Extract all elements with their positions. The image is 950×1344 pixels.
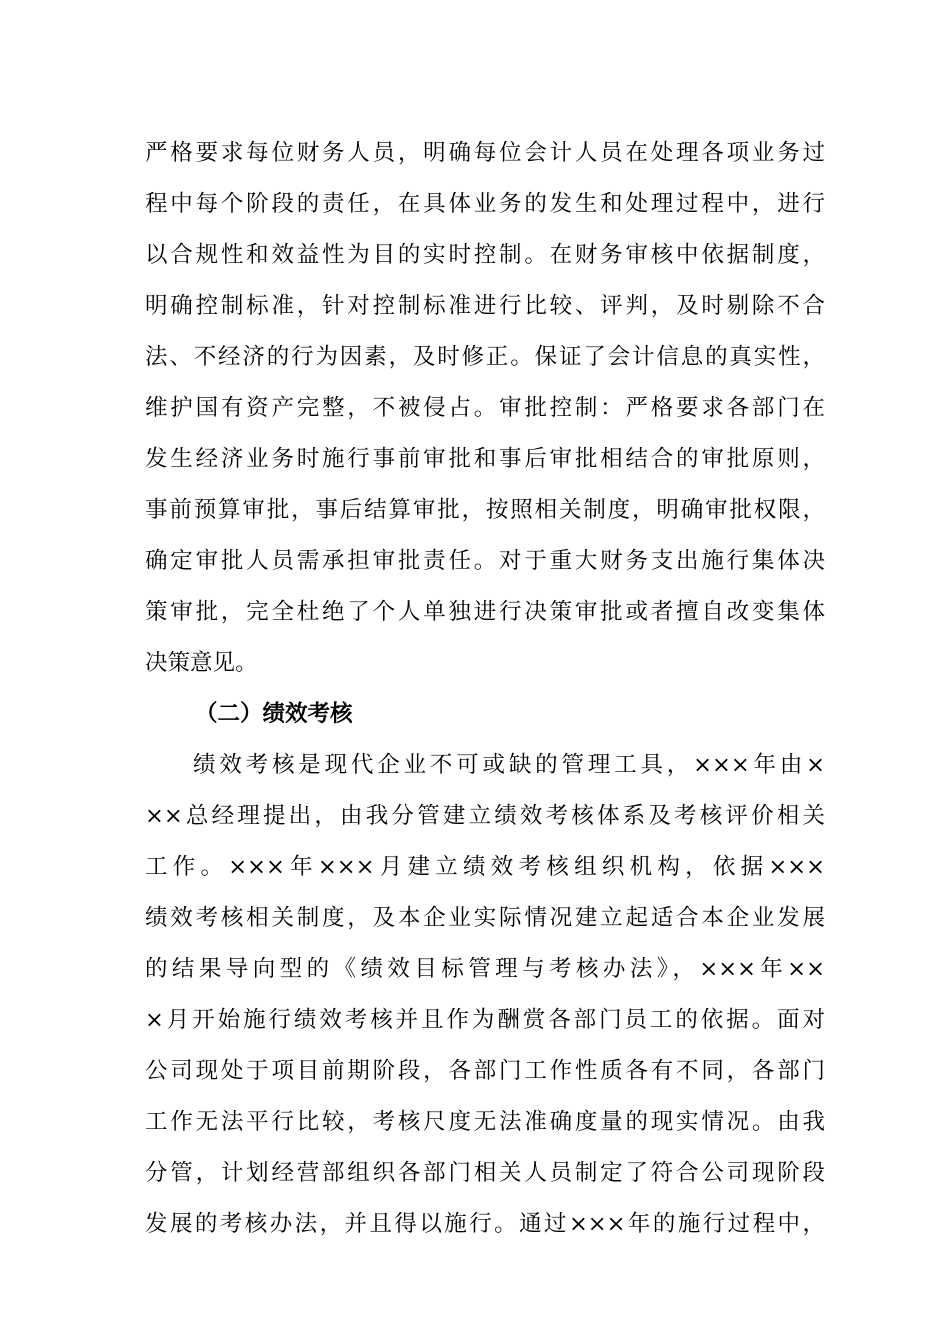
- paragraph-1-line-9: 确定审批人员需承担审批责任。对于重大财务支出施行集体决: [145, 548, 825, 574]
- paragraph-2-line-6: ×月开始施行绩效考核并且作为酬赏各部门员工的依据。面对: [145, 1007, 825, 1033]
- paragraph-1-line-3: 以合规性和效益性为目的实时控制。在财务审核中依据制度，: [145, 242, 825, 268]
- paragraph-1-line-11: 决策意见。: [145, 650, 258, 676]
- paragraph-2-line-1: 绩效考核是现代企业不可或缺的管理工具，×××年由×: [193, 752, 825, 778]
- paragraph-1-line-5: 法、不经济的行为因素，及时修正。保证了会计信息的真实性，: [145, 344, 825, 370]
- paragraph-1-line-10: 策审批，完全杜绝了个人单独进行决策审批或者擅自改变集体: [145, 599, 825, 625]
- paragraph-1-line-6: 维护国有资产完整，不被侵占。审批控制：严格要求各部门在: [145, 395, 825, 421]
- paragraph-1-line-8: 事前预算审批，事后结算审批，按照相关制度，明确审批权限，: [145, 497, 825, 523]
- paragraph-1-line-7: 发生经济业务时施行事前审批和事后审批相结合的审批原则，: [145, 446, 825, 472]
- paragraph-2-line-2: ××总经理提出，由我分管建立绩效考核体系及考核评价相关: [145, 803, 825, 829]
- paragraph-2-line-9: 分管，计划经营部组织各部门相关人员制定了符合公司现阶段: [145, 1160, 825, 1186]
- paragraph-2-line-5: 的结果导向型的《绩效目标管理与考核办法》，×××年××: [145, 956, 825, 982]
- paragraph-2-line-10: 发展的考核办法，并且得以施行。通过×××年的施行过程中，: [145, 1211, 825, 1237]
- paragraph-2-line-3: 工作。×××年×××月建立绩效考核组织机构，依据×××: [145, 854, 825, 880]
- paragraph-2-line-8: 工作无法平行比较，考核尺度无法准确度量的现实情况。由我: [145, 1109, 825, 1135]
- paragraph-1-line-2: 程中每个阶段的责任，在具体业务的发生和处理过程中，进行: [145, 191, 825, 217]
- paragraph-2-line-7: 公司现处于项目前期阶段，各部门工作性质各有不同，各部门: [145, 1058, 825, 1084]
- paragraph-2-line-4: 绩效考核相关制度，及本企业实际情况建立起适合本企业发展: [145, 905, 825, 931]
- paragraph-1-line-1: 严格要求每位财务人员，明确每位会计人员在处理各项业务过: [145, 140, 825, 166]
- section-heading: （二）绩效考核: [195, 701, 353, 727]
- paragraph-1-line-4: 明确控制标准，针对控制标准进行比较、评判，及时剔除不合: [145, 293, 825, 319]
